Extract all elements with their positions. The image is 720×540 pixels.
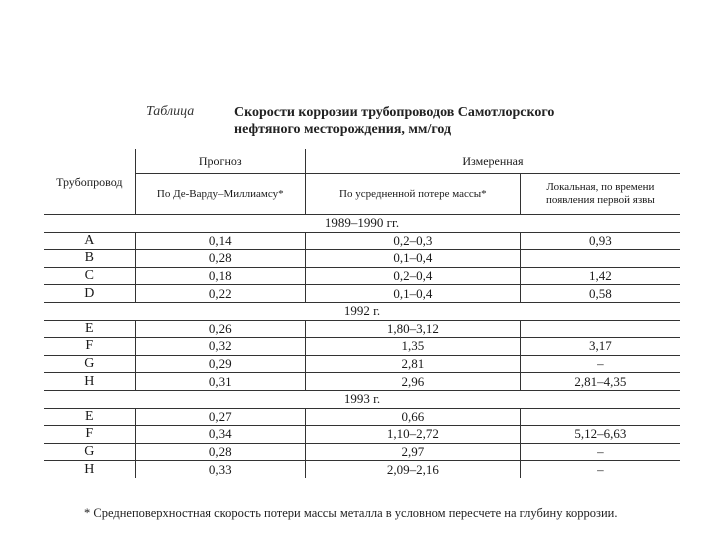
measured-local-value: 0,93 bbox=[520, 232, 680, 250]
forecast-value: 0,14 bbox=[135, 232, 305, 250]
measured-local-value: – bbox=[520, 443, 680, 461]
corrosion-rate-table bbox=[44, 149, 680, 478]
measured-local-value: 2,81–4,35 bbox=[520, 373, 680, 391]
forecast-value: 0,31 bbox=[135, 373, 305, 391]
measured-local-value bbox=[520, 320, 680, 338]
pipeline-name: E bbox=[44, 320, 135, 338]
measured-mass-value: 2,96 bbox=[305, 373, 520, 391]
header-measured: Измеренная bbox=[305, 149, 680, 174]
measured-mass-value: 0,1–0,4 bbox=[305, 250, 520, 268]
period-label: 1992 г. bbox=[44, 302, 680, 320]
header-forecast-method: По Де-Варду–Миллиамсу* bbox=[135, 174, 305, 215]
forecast-value: 0,32 bbox=[135, 338, 305, 356]
table-row bbox=[44, 285, 680, 303]
table-row bbox=[44, 355, 680, 373]
measured-local-value: 5,12–6,63 bbox=[520, 426, 680, 444]
table-row bbox=[44, 267, 680, 285]
pipeline-name: G bbox=[44, 355, 135, 373]
table-row bbox=[44, 461, 680, 478]
table-row bbox=[44, 408, 680, 426]
pipeline-name: H bbox=[44, 373, 135, 391]
caption-label: Таблица bbox=[146, 104, 195, 119]
table-row bbox=[44, 338, 680, 356]
measured-mass-value: 0,2–0,4 bbox=[305, 267, 520, 285]
pipeline-name: B bbox=[44, 250, 135, 268]
footnote: * Среднеповерхностная скорость потери массы металла в условном пересчете на глубину коррозии. bbox=[84, 506, 618, 520]
measured-mass-value: 0,1–0,4 bbox=[305, 285, 520, 303]
header-measured-mass: По усредненной потере массы* bbox=[305, 174, 520, 215]
measured-local-value: – bbox=[520, 461, 680, 478]
measured-local-value bbox=[520, 250, 680, 268]
pipeline-name: F bbox=[44, 426, 135, 444]
header-row-sub bbox=[44, 174, 680, 215]
header-measured-local-line-2: появления первой язвы bbox=[546, 194, 655, 206]
table-row bbox=[44, 320, 680, 338]
forecast-value: 0,34 bbox=[135, 426, 305, 444]
table-row bbox=[44, 232, 680, 250]
forecast-value: 0,18 bbox=[135, 267, 305, 285]
pipeline-name: A bbox=[44, 232, 135, 250]
period-row bbox=[44, 215, 680, 233]
forecast-value: 0,28 bbox=[135, 250, 305, 268]
forecast-value: 0,29 bbox=[135, 355, 305, 373]
period-row bbox=[44, 390, 680, 408]
header-measured-local-line-1: Локальная, по времени bbox=[546, 181, 655, 193]
table-row bbox=[44, 443, 680, 461]
header-row-top bbox=[44, 149, 680, 174]
measured-mass-value: 1,10–2,72 bbox=[305, 426, 520, 444]
forecast-value: 0,27 bbox=[135, 408, 305, 426]
pipeline-name: G bbox=[44, 443, 135, 461]
period-label: 1993 г. bbox=[44, 390, 680, 408]
measured-local-value: – bbox=[520, 355, 680, 373]
measured-mass-value: 2,97 bbox=[305, 443, 520, 461]
caption-title-line-2: нефтяного месторождения, мм/год bbox=[234, 122, 452, 137]
table-row bbox=[44, 250, 680, 268]
measured-local-value: 1,42 bbox=[520, 267, 680, 285]
header-pipeline: Трубопровод bbox=[56, 174, 123, 189]
measured-local-value bbox=[520, 408, 680, 426]
forecast-value: 0,22 bbox=[135, 285, 305, 303]
forecast-value: 0,26 bbox=[135, 320, 305, 338]
table-row bbox=[44, 373, 680, 391]
pipeline-name: E bbox=[44, 408, 135, 426]
forecast-value: 0,33 bbox=[135, 461, 305, 478]
measured-mass-value: 1,80–3,12 bbox=[305, 320, 520, 338]
caption-title-line-1: Скорости коррозии трубопроводов Самотлорского bbox=[234, 105, 555, 120]
table-row bbox=[44, 426, 680, 444]
period-label: 1989–1990 гг. bbox=[44, 215, 680, 233]
header-forecast: Прогноз bbox=[135, 149, 305, 174]
measured-local-value: 3,17 bbox=[520, 338, 680, 356]
measured-mass-value: 2,09–2,16 bbox=[305, 461, 520, 478]
pipeline-name: D bbox=[44, 285, 135, 303]
pipeline-name: C bbox=[44, 267, 135, 285]
measured-local-value: 0,58 bbox=[520, 285, 680, 303]
caption-title bbox=[234, 104, 554, 138]
forecast-value: 0,28 bbox=[135, 443, 305, 461]
measured-mass-value: 1,35 bbox=[305, 338, 520, 356]
period-row bbox=[44, 302, 680, 320]
pipeline-name: H bbox=[44, 461, 135, 478]
measured-mass-value: 0,66 bbox=[305, 408, 520, 426]
measured-mass-value: 0,2–0,3 bbox=[305, 232, 520, 250]
pipeline-name: F bbox=[44, 338, 135, 356]
measured-mass-value: 2,81 bbox=[305, 355, 520, 373]
header-measured-local bbox=[520, 174, 680, 215]
